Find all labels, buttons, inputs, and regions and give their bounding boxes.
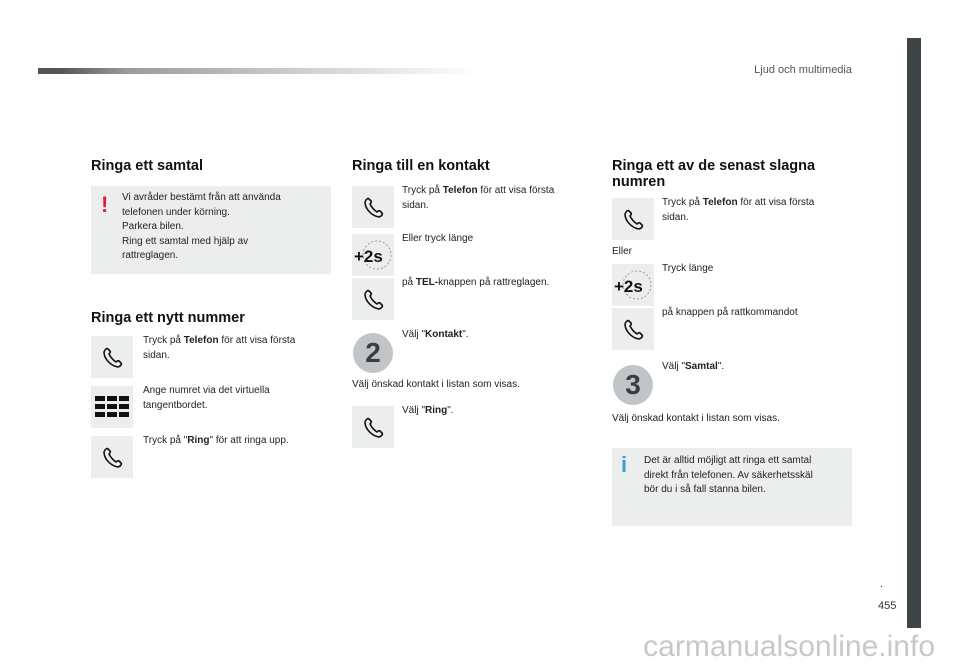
step-samtal: Välj "Samtal". — [662, 361, 725, 372]
info-text: Det är alltid möjligt att ringa ett samtal direkt från telefonen. Av säkerhetsskäl bör du i så fall stanna bilen. — [644, 455, 813, 495]
contact-list-note: Välj önskad kontakt i listan som visas. — [612, 413, 780, 424]
long-press-icon — [612, 264, 654, 306]
warning-text: Vi avråder bestämt från att använda telefonen under körning. Parkera bilen. Ring ett samtal med hjälp av rattreglagen. — [122, 192, 281, 261]
step-number-2: 2 — [353, 333, 393, 373]
info-icon: i — [621, 452, 628, 477]
step-tel-button: på TEL-knappen på rattreglagen. — [402, 277, 550, 288]
step-telefon: Tryck på Telefon för att visa första sidan. — [662, 197, 815, 223]
heading-call: Ringa ett samtal — [91, 158, 203, 174]
page-number: 455 — [878, 600, 897, 612]
phone-icon — [352, 406, 394, 448]
keypad-icon — [91, 386, 133, 428]
or-label: Eller — [612, 246, 633, 257]
heading-new-number: Ringa ett nytt nummer — [91, 310, 245, 326]
contact-list-note: Välj önskad kontakt i listan som visas. — [352, 379, 520, 390]
step-long-press: Tryck länge — [662, 263, 714, 274]
phone-icon — [352, 186, 394, 228]
step-telefon: Tryck på Telefon för att visa första sidan. — [143, 335, 296, 361]
info-box — [612, 448, 852, 526]
step-ring-select: Välj "Ring". — [402, 405, 454, 416]
side-strip — [907, 38, 921, 628]
phone-icon — [612, 198, 654, 240]
page-marker: . — [880, 578, 885, 590]
step-long-press: Eller tryck länge — [402, 233, 474, 244]
warning-box — [91, 186, 331, 274]
step-kontakt: Välj "Kontakt". — [402, 329, 469, 340]
step-keypad: Ange numret via det virtuella tangentbordet. — [143, 385, 270, 411]
phone-icon — [91, 336, 133, 378]
watermark: carmanualsonline.info — [643, 630, 935, 663]
heading-recent: Ringa ett av de senast slagna numren — [612, 158, 816, 190]
phone-icon — [91, 436, 133, 478]
header-rule — [38, 68, 478, 74]
long-press-badge: +2s — [614, 277, 643, 296]
long-press-badge: +2s — [354, 247, 383, 266]
section-title: Ljud och multimedia — [754, 64, 852, 76]
step-telefon: Tryck på Telefon för att visa första sidan. — [402, 185, 555, 211]
long-press-icon — [352, 234, 394, 276]
heading-contact: Ringa till en kontakt — [352, 158, 490, 174]
step-number-3: 3 — [613, 365, 653, 405]
exclamation-icon: ! — [101, 192, 109, 217]
step-steering-button: på knappen på rattkommandot — [662, 307, 798, 318]
step-ring: Tryck på "Ring" för att ringa upp. — [143, 435, 289, 446]
phone-icon — [612, 308, 654, 350]
phone-icon — [352, 278, 394, 320]
